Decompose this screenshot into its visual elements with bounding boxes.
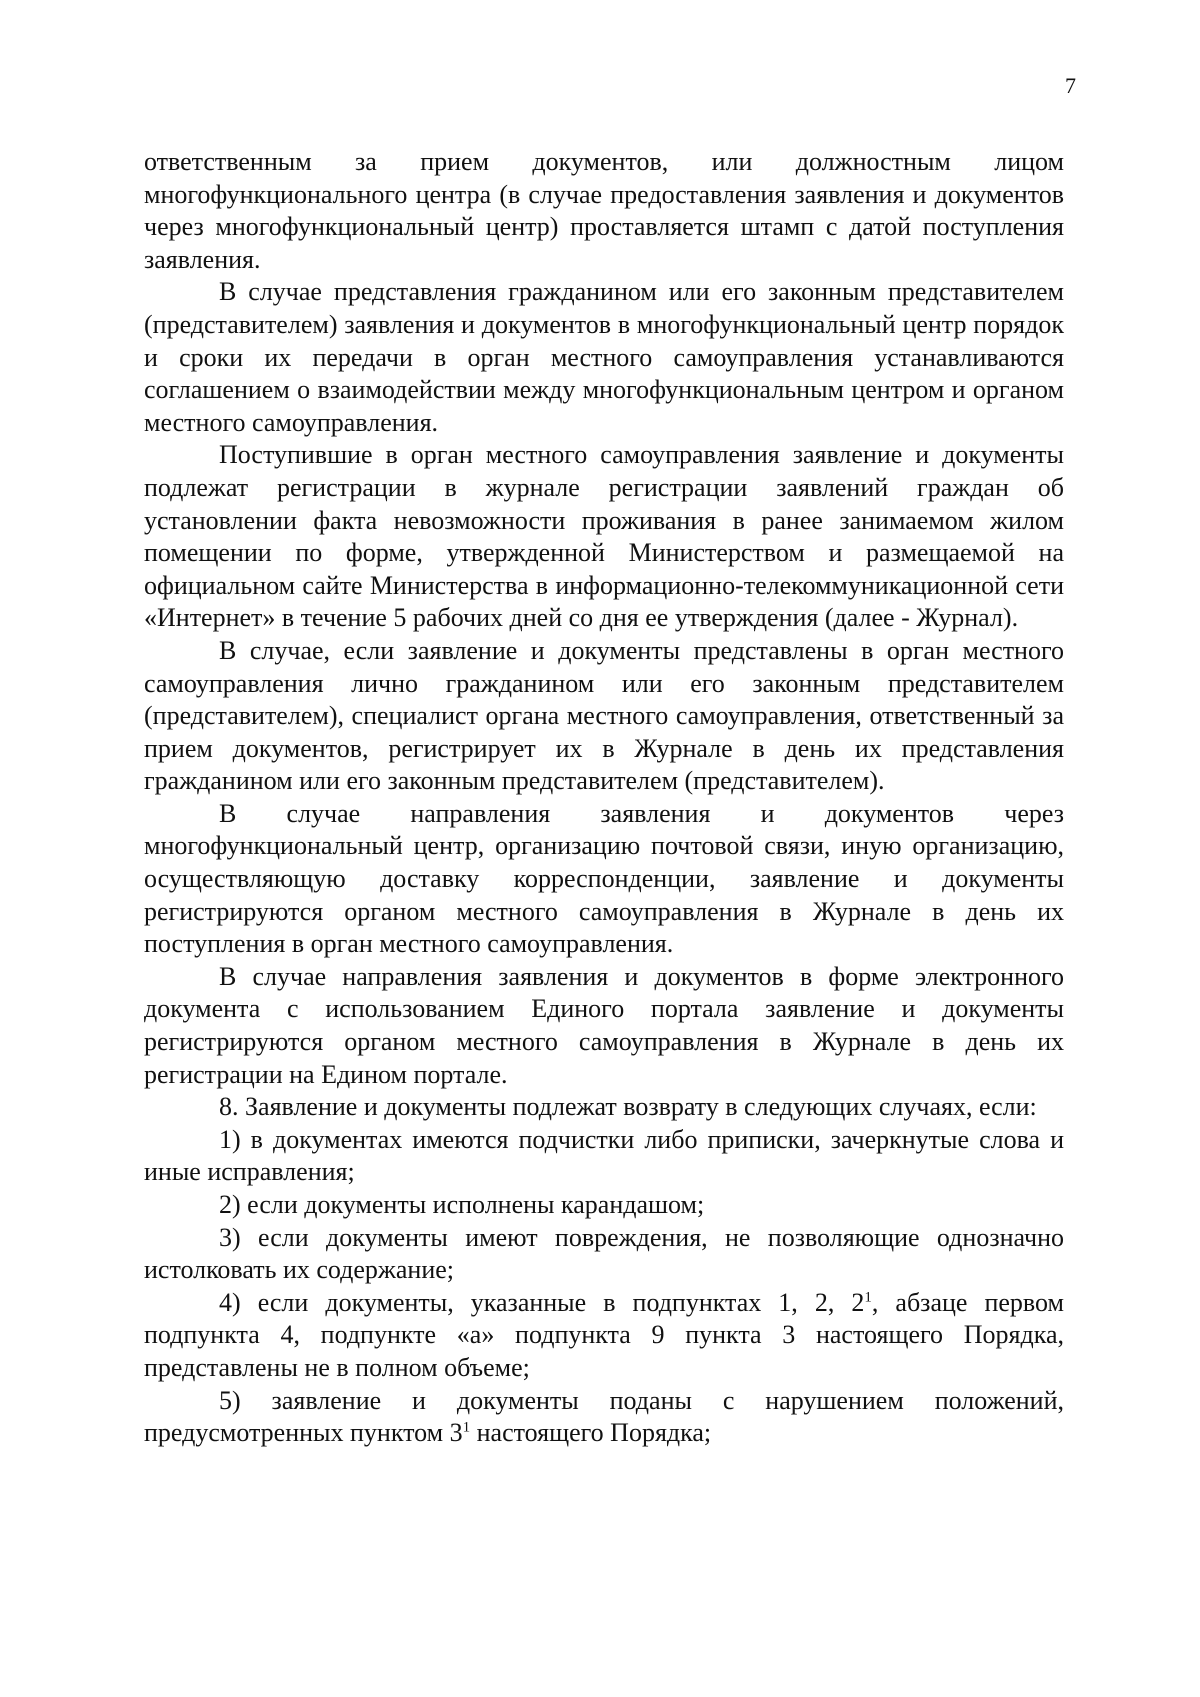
- list-item-5-text-start: 5) заявление и документы поданы с нарушением положений, предусмотренных пунктом 3: [144, 1385, 1064, 1448]
- list-item-4: [144, 1287, 1064, 1385]
- paragraph-personal-submission: В случае, если заявление и документы представлены в орган местного самоуправления лично гражданином или его законным представителем (представителем), специалист органа местного самоуправления, ответственный за прием документов, регистрирует их в Журнале в день их представления гражданином или его законным представителем (представителем).: [144, 635, 1064, 796]
- list-item-5: [144, 1385, 1064, 1450]
- paragraph-mfc-procedure: В случае представления гражданином или его законным представителем (представителем) заявления и документов в многофункциональный центр порядок и сроки их передачи в орган местного самоуправления устанавливаются соглашением о взаимодействии между многофункциональным центром и органом местного самоуправления.: [144, 277, 1064, 437]
- document-body: [144, 146, 1064, 1450]
- list-item-4-text-end: , абзаце первом подпункта 4, подпункте «а» подпункта 9 пункта 3 настоящего Порядка, представлены не в полном объеме;: [144, 1287, 1064, 1382]
- superscript-1: 1: [462, 1419, 471, 1436]
- page-number: 7: [1065, 73, 1076, 98]
- paragraph-item-8: 8. Заявление и документы подлежат возврату в следующих случаях, если:: [219, 1092, 1037, 1122]
- list-item-3: 3) если документы имеют повреждения, не позволяющие однозначно истолковать их содержание;: [144, 1222, 1064, 1285]
- paragraph-registration-journal: Поступившие в орган местного самоуправления заявление и документы подлежат регистрации в журнале регистрации заявлений граждан об установлении факта невозможности проживания в ранее занимаемом жилом помещении по форме, утвержденной Министерством и размещаемой на официальном сайте Министерства в информационно-телекоммуникационной сети «Интернет» в течение 5 рабочих дней со дня ее утверждения (далее - Журнал).: [144, 440, 1064, 633]
- paragraph-electronic-submission: В случае направления заявления и документов в форме электронного документа с использованием Единого портала заявление и документы регистрируются органом местного самоуправления в Журнале в день их регистрации на Едином портале.: [144, 961, 1064, 1089]
- list-item-5-text-end: настоящего Порядка;: [470, 1418, 712, 1448]
- list-item-4-text-start: 4) если документы, указанные в подпунктах 1, 2, 2: [219, 1287, 865, 1317]
- paragraph-continuation: ответственным за прием документов, или должностным лицом многофункционального центра (в случае предоставления заявления и документов через многофункциональный центр) проставляется штамп с датой поступления заявления.: [144, 147, 1064, 274]
- list-item-1: 1) в документах имеются подчистки либо приписки, зачеркнутые слова и иные исправления;: [144, 1124, 1064, 1187]
- paragraph-postal-submission: В случае направления заявления и документов через многофункциональный центр, организацию почтовой связи, иную организацию, осуществляющую доставку корреспонденции, заявление и документы регистрируются органом местного самоуправления в Журнале в день их поступления в орган местного самоуправления.: [144, 798, 1064, 959]
- list-item-2: 2) если документы исполнены карандашом;: [219, 1190, 705, 1219]
- superscript-1: 1: [864, 1289, 872, 1306]
